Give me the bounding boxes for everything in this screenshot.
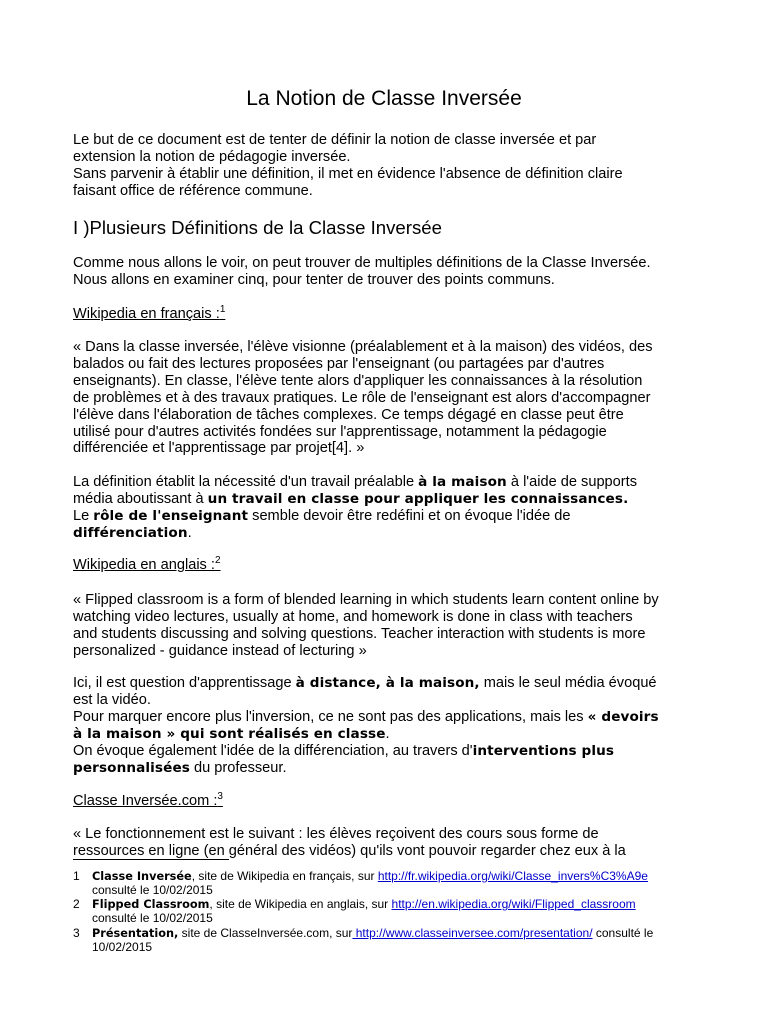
text-line: enseignants). En classe, l'élève tente alors d'appliquer les connaissances à la résolution [73, 372, 643, 389]
text-line: « Le fonctionnement est le suivant : les élèves reçoivent des cours sous forme de [73, 826, 599, 842]
text-line: est la vidéo. [73, 691, 151, 708]
text-line [92, 927, 692, 941]
text-run: , site de Wikipedia en français, sur [191, 869, 378, 883]
bold-run: Flipped Classroom [92, 898, 210, 911]
section-intro-paragraph [73, 255, 703, 289]
text-line: consulté le 10/02/2015 [92, 882, 213, 897]
footnote-link[interactable]: http://en.wikipedia.org/wiki/Flipped_classroom [391, 897, 636, 911]
bold-run: à la maison [418, 474, 507, 490]
bold-run: à distance, à la maison, [295, 675, 480, 691]
subheading-label: Wikipedia en français : [73, 306, 220, 322]
text-run: On évoque également l'idée de la différenciation, au travers d' [73, 742, 473, 759]
text-run: . [187, 524, 192, 541]
text-line: faisant office de référence commune. [73, 182, 313, 199]
text-line: de problèmes et à des travaux pratiques. Le rôle de l'enseignant est alors d'accompagner [73, 389, 651, 406]
text-line: l'élève dans l'élaboration de tâches complexes. Ce temps dégagé en classe peut être [73, 406, 624, 423]
text-line [73, 525, 703, 542]
quote-wikipedia-fr [73, 339, 703, 457]
bold-run: « devoirs [587, 708, 659, 725]
text-line: utilisé pour d'autres activités fondées sur l'apprentissage, notamment la pédagogie [73, 423, 607, 440]
subheading-wikipedia-fr [73, 306, 225, 323]
intro-paragraph [73, 132, 703, 200]
text-line: personalized - guidance instead of lecturing » [73, 642, 367, 659]
text-line [73, 760, 703, 777]
text-run: , site de Wikipedia en anglais, sur [209, 897, 392, 911]
text-run: . [385, 725, 390, 742]
text-line: and students discussing and solving questions. Teacher interaction with students is more [73, 625, 646, 642]
bold-run: Présentation, [92, 927, 179, 940]
text-run: du professeur. [189, 759, 287, 776]
quote-wikipedia-en [73, 592, 703, 660]
footnote-number: 2 [73, 897, 80, 911]
text-run: média aboutissant à [73, 490, 208, 507]
text-run: Pour marquer encore plus l'inversion, ce ne sont pas des applications, mais les [73, 708, 588, 725]
quote-classe-inversee-com [73, 826, 703, 860]
footnote-text [92, 927, 692, 953]
text-run: mais le seul média évoqué [479, 675, 657, 691]
text-run: La définition établit la nécessité d'un travail préalable [73, 474, 419, 490]
text-line: consulté le 10/02/2015 [92, 910, 213, 925]
bold-run: différenciation [73, 524, 188, 541]
text-run: semble devoir être redéfini et on évoque l'idée de [248, 507, 571, 524]
footnote-ref[interactable]: 1 [219, 304, 226, 316]
text-line [73, 743, 703, 760]
text-line [73, 474, 703, 491]
footnote-number: 3 [73, 926, 80, 940]
text-line [73, 726, 703, 743]
footnote-separator [73, 859, 229, 860]
bold-run: personnalisées [73, 759, 190, 776]
text-line: Le but de ce document est de tenter de définir la notion de classe inversée et par [73, 132, 597, 148]
footnote-ref[interactable]: 2 [214, 555, 221, 567]
text-run: site de ClasseInversée.com, sur [178, 926, 353, 940]
subheading-label: Classe Inversée.com : [73, 793, 218, 809]
text-line [92, 898, 692, 912]
footnote-link[interactable]: http://www.classeinversee.com/presentation/ [352, 926, 593, 940]
footnote-3 [73, 927, 703, 953]
text-line: ressources en ligne (en général des vidéos) qu'ils vont pouvoir regarder chez eux à la [73, 842, 626, 859]
text-line [73, 709, 703, 726]
text-line: Comme nous allons le voir, on peut trouver de multiples définitions de la Classe Inversée. [73, 255, 651, 271]
text-line: watching video lectures, usually at home, and homework is done in class with teachers [73, 608, 633, 625]
bold-run: rôle de l'enseignant [93, 507, 249, 524]
text-line: extension la notion de pédagogie inversée. [73, 148, 351, 165]
footnote-text [92, 870, 692, 896]
text-line [73, 508, 703, 525]
bold-run: Classe Inversée [92, 870, 192, 883]
subheading-classe-inversee-com [73, 793, 223, 810]
footnote-text [92, 898, 692, 924]
footnote-number: 1 [73, 869, 80, 883]
subheading-wikipedia-en [73, 557, 221, 574]
footnote-link[interactable]: http://fr.wikipedia.org/wiki/Classe_invers%C3%A9e [377, 869, 648, 883]
text-line: « Flipped classroom is a form of blended learning in which students learn content online by [73, 592, 659, 608]
document-title: La Notion de Classe Inversée [246, 87, 522, 110]
text-run: Le [73, 507, 94, 524]
text-run: consulté le [592, 926, 654, 940]
text-line: 10/02/2015 [92, 939, 153, 954]
text-line [73, 491, 703, 508]
section-heading: I )Plusieurs Définitions de la Classe Inversée [73, 217, 442, 238]
text-line [73, 675, 703, 692]
text-line: Nous allons en examiner cinq, pour tenter de trouver des points communs. [73, 271, 555, 288]
bold-run: à la maison » qui sont réalisés en classe [73, 725, 386, 742]
footnote-ref[interactable]: 3 [217, 791, 223, 803]
text-run: à l'aide de supports [506, 474, 638, 490]
text-line [92, 870, 692, 884]
text-line: Sans parvenir à établir une définition, il met en évidence l'absence de définition claire [73, 165, 623, 182]
subheading-label: Wikipedia en anglais : [73, 557, 215, 573]
text-line: balados ou fait des lectures proposées par l'enseignant (ou partagées par d'autres [73, 355, 605, 372]
footnote-1 [73, 870, 703, 896]
text-line: « Dans la classe inversée, l'élève visionne (préalablement et à la maison) des vidéos, des [73, 339, 653, 355]
analysis-wikipedia-fr [73, 474, 703, 542]
text-line: différenciée et l'apprentissage par projet[4]. » [73, 440, 365, 457]
bold-run: interventions plus [472, 742, 615, 759]
text-run: Ici, il est question d'apprentissage [73, 675, 296, 691]
analysis-wikipedia-en [73, 675, 703, 776]
footnote-2 [73, 898, 703, 924]
bold-run: un travail en classe pour appliquer les connaissances. [207, 490, 629, 507]
